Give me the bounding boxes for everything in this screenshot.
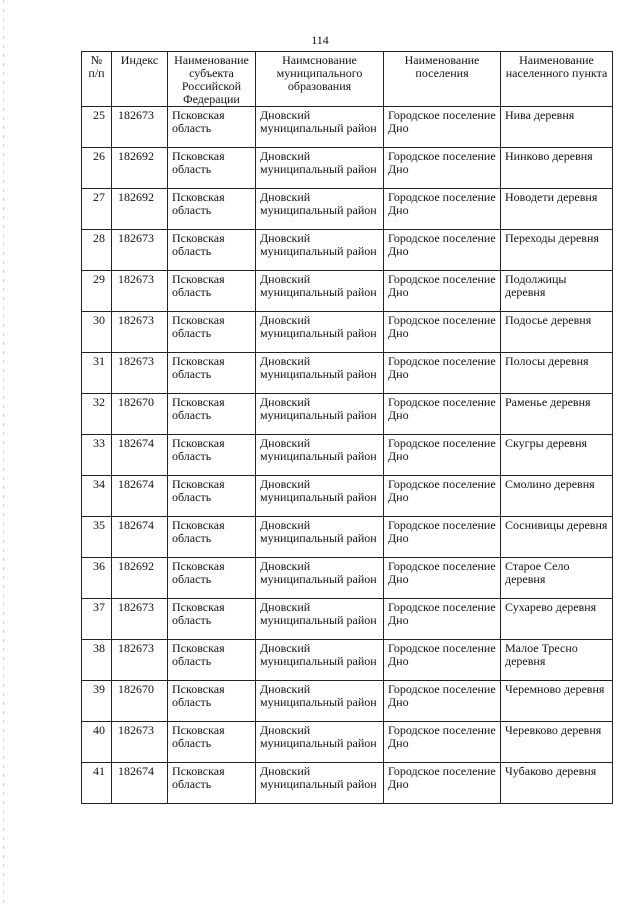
cell-subject: Псковская область <box>168 558 256 599</box>
cell-num: 41 <box>82 763 112 804</box>
settlements-table <box>81 51 613 804</box>
header-index: Индекс <box>112 52 168 107</box>
cell-subject: Псковская область <box>168 394 256 435</box>
table-row <box>82 394 613 435</box>
table-row <box>82 148 613 189</box>
cell-settlement: Городское поселение Дно <box>384 107 501 148</box>
cell-locality: Сухарево деревня <box>501 599 613 640</box>
cell-locality: Полосы деревня <box>501 353 613 394</box>
table-row <box>82 599 613 640</box>
cell-settlement: Городское поселение Дно <box>384 722 501 763</box>
cell-num: 38 <box>82 640 112 681</box>
table-row <box>82 681 613 722</box>
cell-index: 182674 <box>112 517 168 558</box>
cell-subject: Псковская область <box>168 271 256 312</box>
cell-settlement: Городское поселение Дно <box>384 558 501 599</box>
cell-num: 26 <box>82 148 112 189</box>
cell-index: 182670 <box>112 394 168 435</box>
cell-locality: Нива деревня <box>501 107 613 148</box>
cell-index: 182692 <box>112 189 168 230</box>
cell-index: 182674 <box>112 476 168 517</box>
cell-municipality: Дновский муниципальный район <box>256 271 384 312</box>
cell-municipality: Дновский муниципальный район <box>256 107 384 148</box>
cell-num: 37 <box>82 599 112 640</box>
cell-subject: Псковская область <box>168 230 256 271</box>
cell-municipality: Дновский муниципальный район <box>256 722 384 763</box>
table-row <box>82 353 613 394</box>
cell-num: 34 <box>82 476 112 517</box>
cell-settlement: Городское поселение Дно <box>384 394 501 435</box>
cell-settlement: Городское поселение Дно <box>384 681 501 722</box>
cell-index: 182674 <box>112 435 168 476</box>
cell-locality: Малое Тресно деревня <box>501 640 613 681</box>
table-row <box>82 558 613 599</box>
cell-settlement: Городское поселение Дно <box>384 271 501 312</box>
cell-num: 29 <box>82 271 112 312</box>
cell-subject: Псковская область <box>168 517 256 558</box>
cell-num: 27 <box>82 189 112 230</box>
cell-index: 182673 <box>112 722 168 763</box>
cell-locality: Старое Село деревня <box>501 558 613 599</box>
cell-municipality: Дновский муниципальный район <box>256 763 384 804</box>
cell-subject: Псковская область <box>168 312 256 353</box>
cell-index: 182673 <box>112 271 168 312</box>
cell-subject: Псковская область <box>168 640 256 681</box>
cell-num: 31 <box>82 353 112 394</box>
cell-municipality: Дновский муниципальный район <box>256 189 384 230</box>
cell-municipality: Дновский муниципальный район <box>256 599 384 640</box>
header-municipality: Наимснование муниципального образования <box>256 52 384 107</box>
cell-subject: Псковская область <box>168 722 256 763</box>
cell-subject: Псковская область <box>168 353 256 394</box>
cell-settlement: Городское поселение Дно <box>384 230 501 271</box>
cell-municipality: Дновский муниципальный район <box>256 517 384 558</box>
cell-locality: Чубаково деревня <box>501 763 613 804</box>
table-row <box>82 271 613 312</box>
table-header-row <box>82 52 613 107</box>
cell-municipality: Дновский муниципальный район <box>256 640 384 681</box>
cell-num: 25 <box>82 107 112 148</box>
cell-settlement: Городское поселение Дно <box>384 435 501 476</box>
cell-municipality: Дновский муниципальный район <box>256 681 384 722</box>
table-row <box>82 640 613 681</box>
cell-locality: Подолжицы деревня <box>501 271 613 312</box>
table-row <box>82 435 613 476</box>
cell-num: 32 <box>82 394 112 435</box>
cell-settlement: Городское поселение Дно <box>384 353 501 394</box>
cell-settlement: Городское поселение Дно <box>384 312 501 353</box>
cell-subject: Псковская область <box>168 599 256 640</box>
table-body <box>82 107 613 804</box>
cell-locality: Скугры деревня <box>501 435 613 476</box>
cell-subject: Псковская область <box>168 189 256 230</box>
cell-index: 182670 <box>112 681 168 722</box>
cell-settlement: Городское поселение Дно <box>384 476 501 517</box>
cell-subject: Псковская область <box>168 435 256 476</box>
cell-locality: Смолино деревня <box>501 476 613 517</box>
cell-settlement: Городское поселение Дно <box>384 599 501 640</box>
table-row <box>82 763 613 804</box>
cell-municipality: Дновский муниципальный район <box>256 230 384 271</box>
cell-locality: Черемново деревня <box>501 681 613 722</box>
cell-num: 28 <box>82 230 112 271</box>
cell-subject: Псковская область <box>168 148 256 189</box>
cell-num: 33 <box>82 435 112 476</box>
cell-locality: Подосье деревня <box>501 312 613 353</box>
table-row <box>82 517 613 558</box>
cell-municipality: Дновский муниципальный район <box>256 558 384 599</box>
cell-subject: Псковская область <box>168 681 256 722</box>
cell-index: 182692 <box>112 148 168 189</box>
cell-settlement: Городское поселение Дно <box>384 148 501 189</box>
cell-municipality: Дновский муниципальный район <box>256 435 384 476</box>
table-row <box>82 230 613 271</box>
cell-index: 182673 <box>112 230 168 271</box>
cell-settlement: Городское поселение Дно <box>384 640 501 681</box>
cell-locality: Раменье деревня <box>501 394 613 435</box>
cell-subject: Псковская область <box>168 476 256 517</box>
cell-municipality: Дновский муниципальный район <box>256 476 384 517</box>
cell-locality: Черевково деревня <box>501 722 613 763</box>
cell-settlement: Городское поселение Дно <box>384 763 501 804</box>
cell-settlement: Городское поселение Дно <box>384 189 501 230</box>
cell-locality: Переходы деревня <box>501 230 613 271</box>
cell-locality: Нинково деревня <box>501 148 613 189</box>
table-row <box>82 107 613 148</box>
page-number: 114 <box>311 33 329 47</box>
table-row <box>82 189 613 230</box>
cell-index: 182673 <box>112 599 168 640</box>
cell-num: 35 <box>82 517 112 558</box>
cell-subject: Псковская область <box>168 107 256 148</box>
cell-municipality: Дновский муниципальный район <box>256 353 384 394</box>
scan-edge-artifact <box>3 0 4 905</box>
cell-index: 182692 <box>112 558 168 599</box>
cell-num: 40 <box>82 722 112 763</box>
cell-municipality: Дновский муниципальный район <box>256 312 384 353</box>
table-row <box>82 476 613 517</box>
cell-index: 182673 <box>112 312 168 353</box>
header-subject: Наименование субъекта Российской Федерации <box>168 52 256 107</box>
cell-municipality: Дновский муниципальный район <box>256 148 384 189</box>
table-row <box>82 722 613 763</box>
cell-subject: Псковская область <box>168 763 256 804</box>
cell-index: 182673 <box>112 640 168 681</box>
cell-index: 182673 <box>112 353 168 394</box>
cell-municipality: Дновский муниципальный район <box>256 394 384 435</box>
cell-index: 182674 <box>112 763 168 804</box>
cell-num: 30 <box>82 312 112 353</box>
table-row <box>82 312 613 353</box>
cell-index: 182673 <box>112 107 168 148</box>
header-num: № п/п <box>82 52 112 107</box>
cell-num: 39 <box>82 681 112 722</box>
header-locality: Наименование населенного пункта <box>501 52 613 107</box>
cell-locality: Новодети деревня <box>501 189 613 230</box>
cell-locality: Соснивицы деревня <box>501 517 613 558</box>
cell-settlement: Городское поселение Дно <box>384 517 501 558</box>
cell-num: 36 <box>82 558 112 599</box>
header-settlement: Наименование поселения <box>384 52 501 107</box>
